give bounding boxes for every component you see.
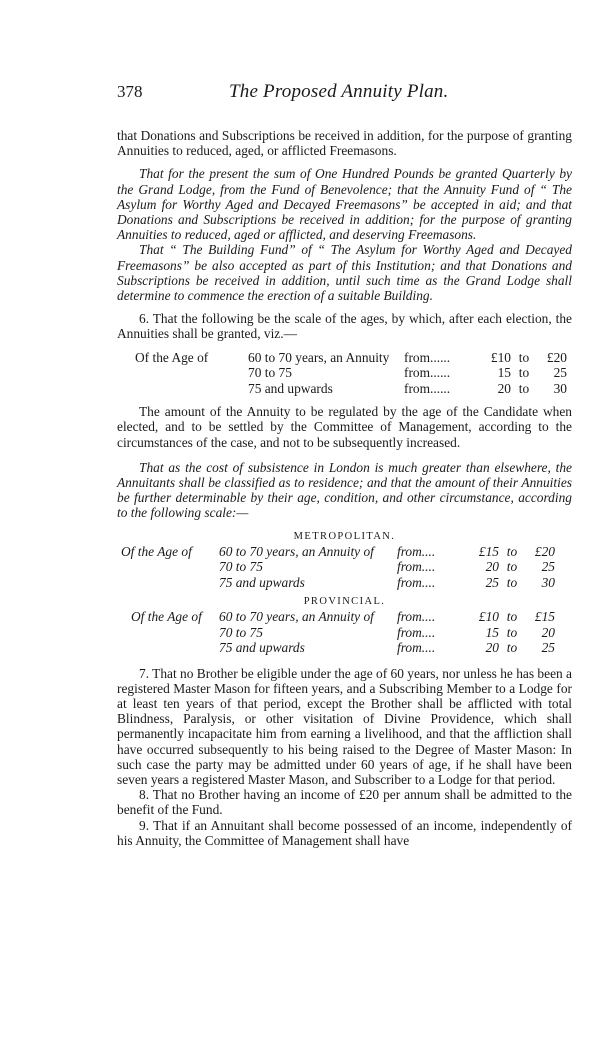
page-body (117, 128, 572, 848)
amendment-paragraph-3: That as the cost of subsistence in London is much greater than elsewhere, the Annuitants shall be classified as to residence; and that the amount of their Annuities be further determinable by their age, condition, and other circumstance, according to the following scale:— (117, 459, 572, 521)
age-range: 60 to 70 years, an Annuity of (219, 609, 374, 625)
amendment-paragraph-1: That for the present the sum of One Hundred Pounds be granted Quarterly by the Grand Lodge, from the Fund of Benevolence; that the Annuity Fund of “ The Asylum for Worthy Aged and Decayed Freemasons” be accepted in aid; and that Donations and Subscriptions be received in addition; for the purpose of granting Annuities to reduced, aged or afflicted, and deserving Freemasons. (117, 166, 572, 243)
running-title: The Proposed Annuity Plan. (229, 81, 449, 102)
scale-row: 75 and upwards from.... 25 to 30 (219, 574, 555, 590)
scale-row: Of the Age of 60 to 70 years, an Annuity of from.... £10 to £15 (131, 609, 555, 625)
paragraph-amount: The amount of the Annuity to be regulated by the age of the Candidate when elected, and to be settled by the Committee of Management, according to the circumstances of the case, and not to be subsequently increased. (117, 404, 572, 450)
annuity-scale-table (117, 350, 572, 397)
scale-row: Of the Age of 60 to 70 years, an Annuity from...... £10 to £20 (135, 349, 567, 365)
provincial-scale-table (117, 609, 572, 656)
paragraph-9: 9. That if an Annuitant shall become possessed of an income, independently of his Annuity, the Committee of Management shall have (117, 817, 572, 848)
scale-row: 70 to 75 from...... 15 to 25 (248, 365, 567, 381)
scale-row: Of the Age of 60 to 70 years, an Annuity of from.... £15 to £20 (121, 543, 555, 559)
scale-row: 70 to 75 from.... 20 to 25 (219, 559, 555, 575)
page-number: 378 (117, 82, 143, 101)
metropolitan-scale-table (117, 544, 572, 591)
scale-row: 75 and upwards from.... 20 to 25 (219, 640, 555, 656)
paragraph-7: 7. That no Brother be eligible under the age of 60 years, nor unless he has been a registered Master Mason for fifteen years, and a Subscribing Member to a Lodge for at least ten years of that period, except the Brother shall be afflicted with total Blindness, Paralysis, or other visitation of Divine Providence, which shall permanently incapacitate him from earning a livelihood, and that the affliction shall have occurred subsequently to his being raised to the Degree of Master Mason: In such case the party may be admitted under 60 years of age, if he shall have been seven years a registered Master Mason, and Subscriber to a Lodge for that period. (117, 665, 572, 787)
provincial-heading: PROVINCIAL. (303, 596, 386, 608)
amendment-paragraph-2: That “ The Building Fund” of “ The Asylum for Worthy Aged and Decayed Freemasons” be also accepted as part of this Institution; and that Donations and Subscriptions be received in addition, until such time as the Grand Lodge shall determine to commence the erection of a suitable Building. (117, 242, 572, 304)
paragraph-intro: that Donations and Subscriptions be received in addition, for the purpose of granting Annuities to reduced, aged, or afflicted Freemasons. (117, 128, 572, 159)
scale-row: 70 to 75 from.... 15 to 20 (219, 624, 555, 640)
age-range: 60 to 70 years, an Annuity (248, 349, 390, 365)
paragraph-6: 6. That the following be the scale of the ages, by which, after each election, the Annuities shall be granted, viz.— (117, 311, 572, 342)
page-header (117, 82, 572, 106)
age-range: 60 to 70 years, an Annuity of (219, 543, 374, 559)
paragraph-8: 8. That no Brother having an income of £20 per annum shall be admitted to the benefit of the Fund. (117, 787, 572, 818)
metropolitan-heading: METROPOLITAN. (293, 530, 396, 542)
scale-row: 75 and upwards from...... 20 to 30 (248, 380, 567, 396)
